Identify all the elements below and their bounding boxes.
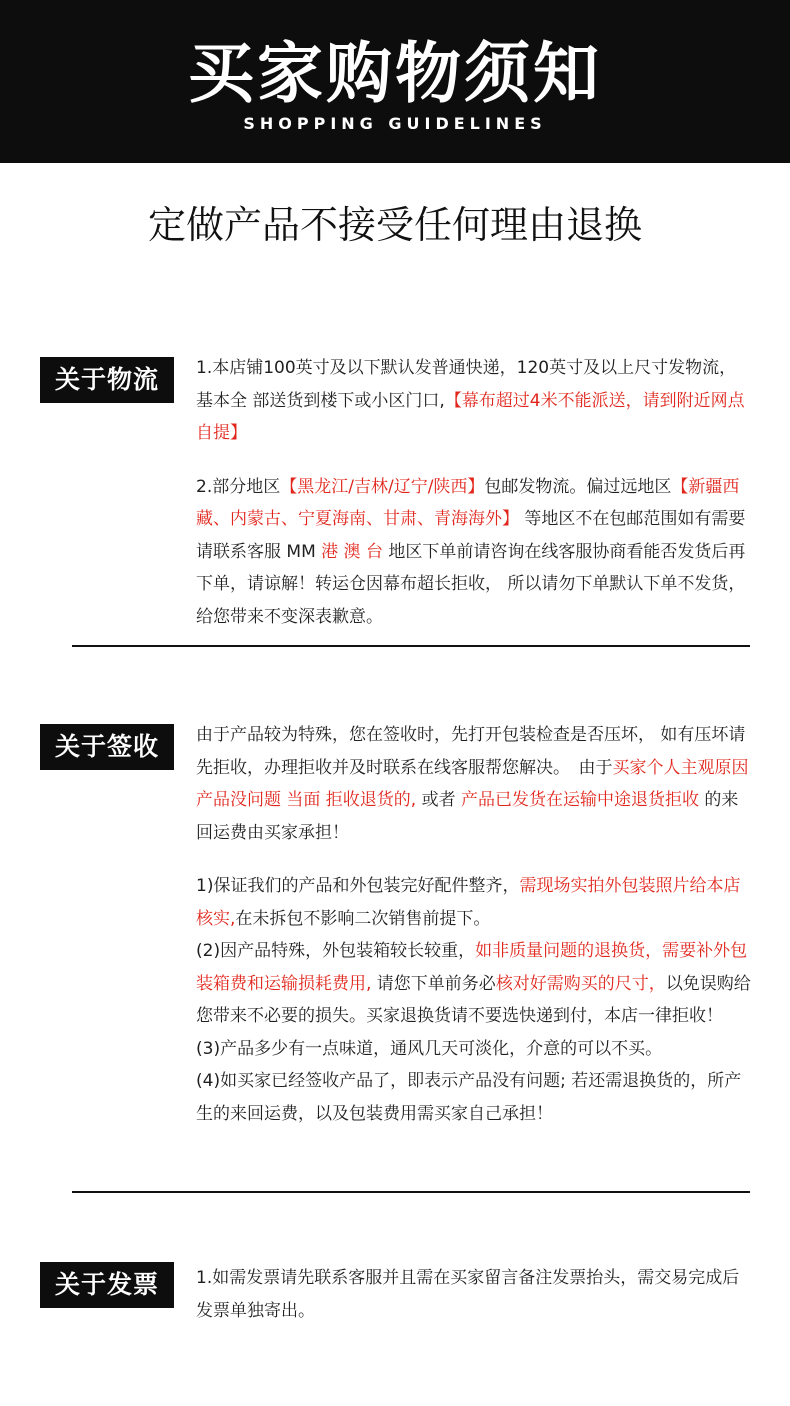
section-label-invoice: 关于发票 [40, 1262, 174, 1308]
invoice-paragraph-1: 1.如需发票请先联系客服并且需在买家留言备注发票抬头，需交易完成后发票单独寄出。 [196, 1268, 740, 1321]
section-divider [72, 645, 750, 647]
logistics-p2-free-regions: 【黑龙江/吉林/辽宁/陕西】 [280, 476, 485, 497]
logistics-paragraph-2 [196, 471, 752, 634]
page-title: 买家购物须知 [188, 35, 602, 112]
receipt-p1-highlight-2: 产品已发货在运输中途退货拒收 [461, 790, 700, 810]
section-content-receipt [196, 719, 752, 1130]
receipt-paragraph-1 [196, 719, 752, 849]
receipt-paragraph-3 [196, 935, 752, 1033]
page-subtitle: SHOPPING GUIDELINES [243, 114, 547, 133]
section-label-receipt: 关于签收 [40, 724, 174, 770]
logistics-p2-hk-macau-tw: 港 澳 台 [321, 541, 383, 562]
logistics-p2-text-2: 包邮发物流。偏过远地区 [484, 476, 672, 497]
receipt-p3-highlight-1: 如非质量问题的退换货，需要补外包装箱费和运输损耗费用, [196, 941, 748, 994]
receipt-paragraph-5: (4)如买家已经签收产品了，即表示产品没有问题; 若还需退换货的，所产生的来回运费，以及包装费用需买家自己承担！ [196, 1071, 742, 1124]
return-policy-headline: 定做产品不接受任何理由退换 [147, 203, 642, 247]
logistics-p2-text-3: 等地区不在包邮范围如有需要请联系客服 MM [196, 509, 746, 562]
logistics-p2-remote-regions: 【新疆西藏、内蒙古、宁夏海南、甘肃、青海海外】 [196, 476, 740, 529]
section-divider [72, 1191, 750, 1193]
logistics-p2-text-4: 地区下单前请咨询在线客服协商看能否发货后再下单，请谅解！转运仓因幕布超长拒收， 所以请勿下单默认下单不发货，给您带来不变深表歉意。 [196, 541, 746, 627]
receipt-p1-text-3: 的来回运费由买家承担！ [196, 790, 739, 843]
receipt-p1-text-1: 由于产品较为特殊，您在签收时，先打开包装检查是否压坏， 如有压坏请先拒收，办理拒收并及时联系在线客服帮您解决。 由于 [196, 725, 746, 778]
logistics-p2-text-1: 2.部分地区 [196, 476, 281, 497]
receipt-p3-text-1: (2)因产品特殊，外包装箱较长较重， [196, 941, 476, 961]
logistics-p1-highlight: 【幕布超过4米不能派送，请到附近网点自提】 [196, 390, 745, 443]
receipt-p2-text-1: 1)保证我们的产品和外包装完好配件整齐， [196, 876, 520, 896]
logistics-paragraph-1 [196, 352, 752, 450]
receipt-p3-highlight-2: 核对好需购买的尺寸， [495, 973, 666, 994]
section-label-logistics: 关于物流 [40, 357, 174, 403]
receipt-p2-highlight: 需现场实拍外包装照片给本店核实, [196, 876, 741, 929]
receipt-p1-text-2: 或者 [416, 790, 462, 810]
section-content-logistics [196, 352, 752, 633]
receipt-p3-text-2: 请您下单前务必 [371, 973, 496, 994]
section-content-invoice [196, 1262, 752, 1327]
receipt-p2-text-2: 在未拆包不影响二次销售前提下。 [235, 908, 491, 929]
receipt-p1-highlight-1: 买家个人主观原因产品没问题 当面 拒收退货的, [196, 757, 749, 810]
receipt-p3-text-3: 以免误购给您带来不必要的损失。买家退换货请不要选快递到付，本店一律拒收！ [196, 973, 751, 1026]
receipt-paragraph-2 [196, 870, 752, 935]
header-banner [0, 0, 790, 163]
logistics-p1-text: 1.本店铺100英寸及以下默认发普通快递，120英寸及以上尺寸发物流，基本全 部送货到楼下或小区门口, [196, 358, 737, 411]
receipt-paragraph-4: (3)产品多少有一点味道，通风几天可淡化，介意的可以不买。 [196, 1038, 663, 1059]
